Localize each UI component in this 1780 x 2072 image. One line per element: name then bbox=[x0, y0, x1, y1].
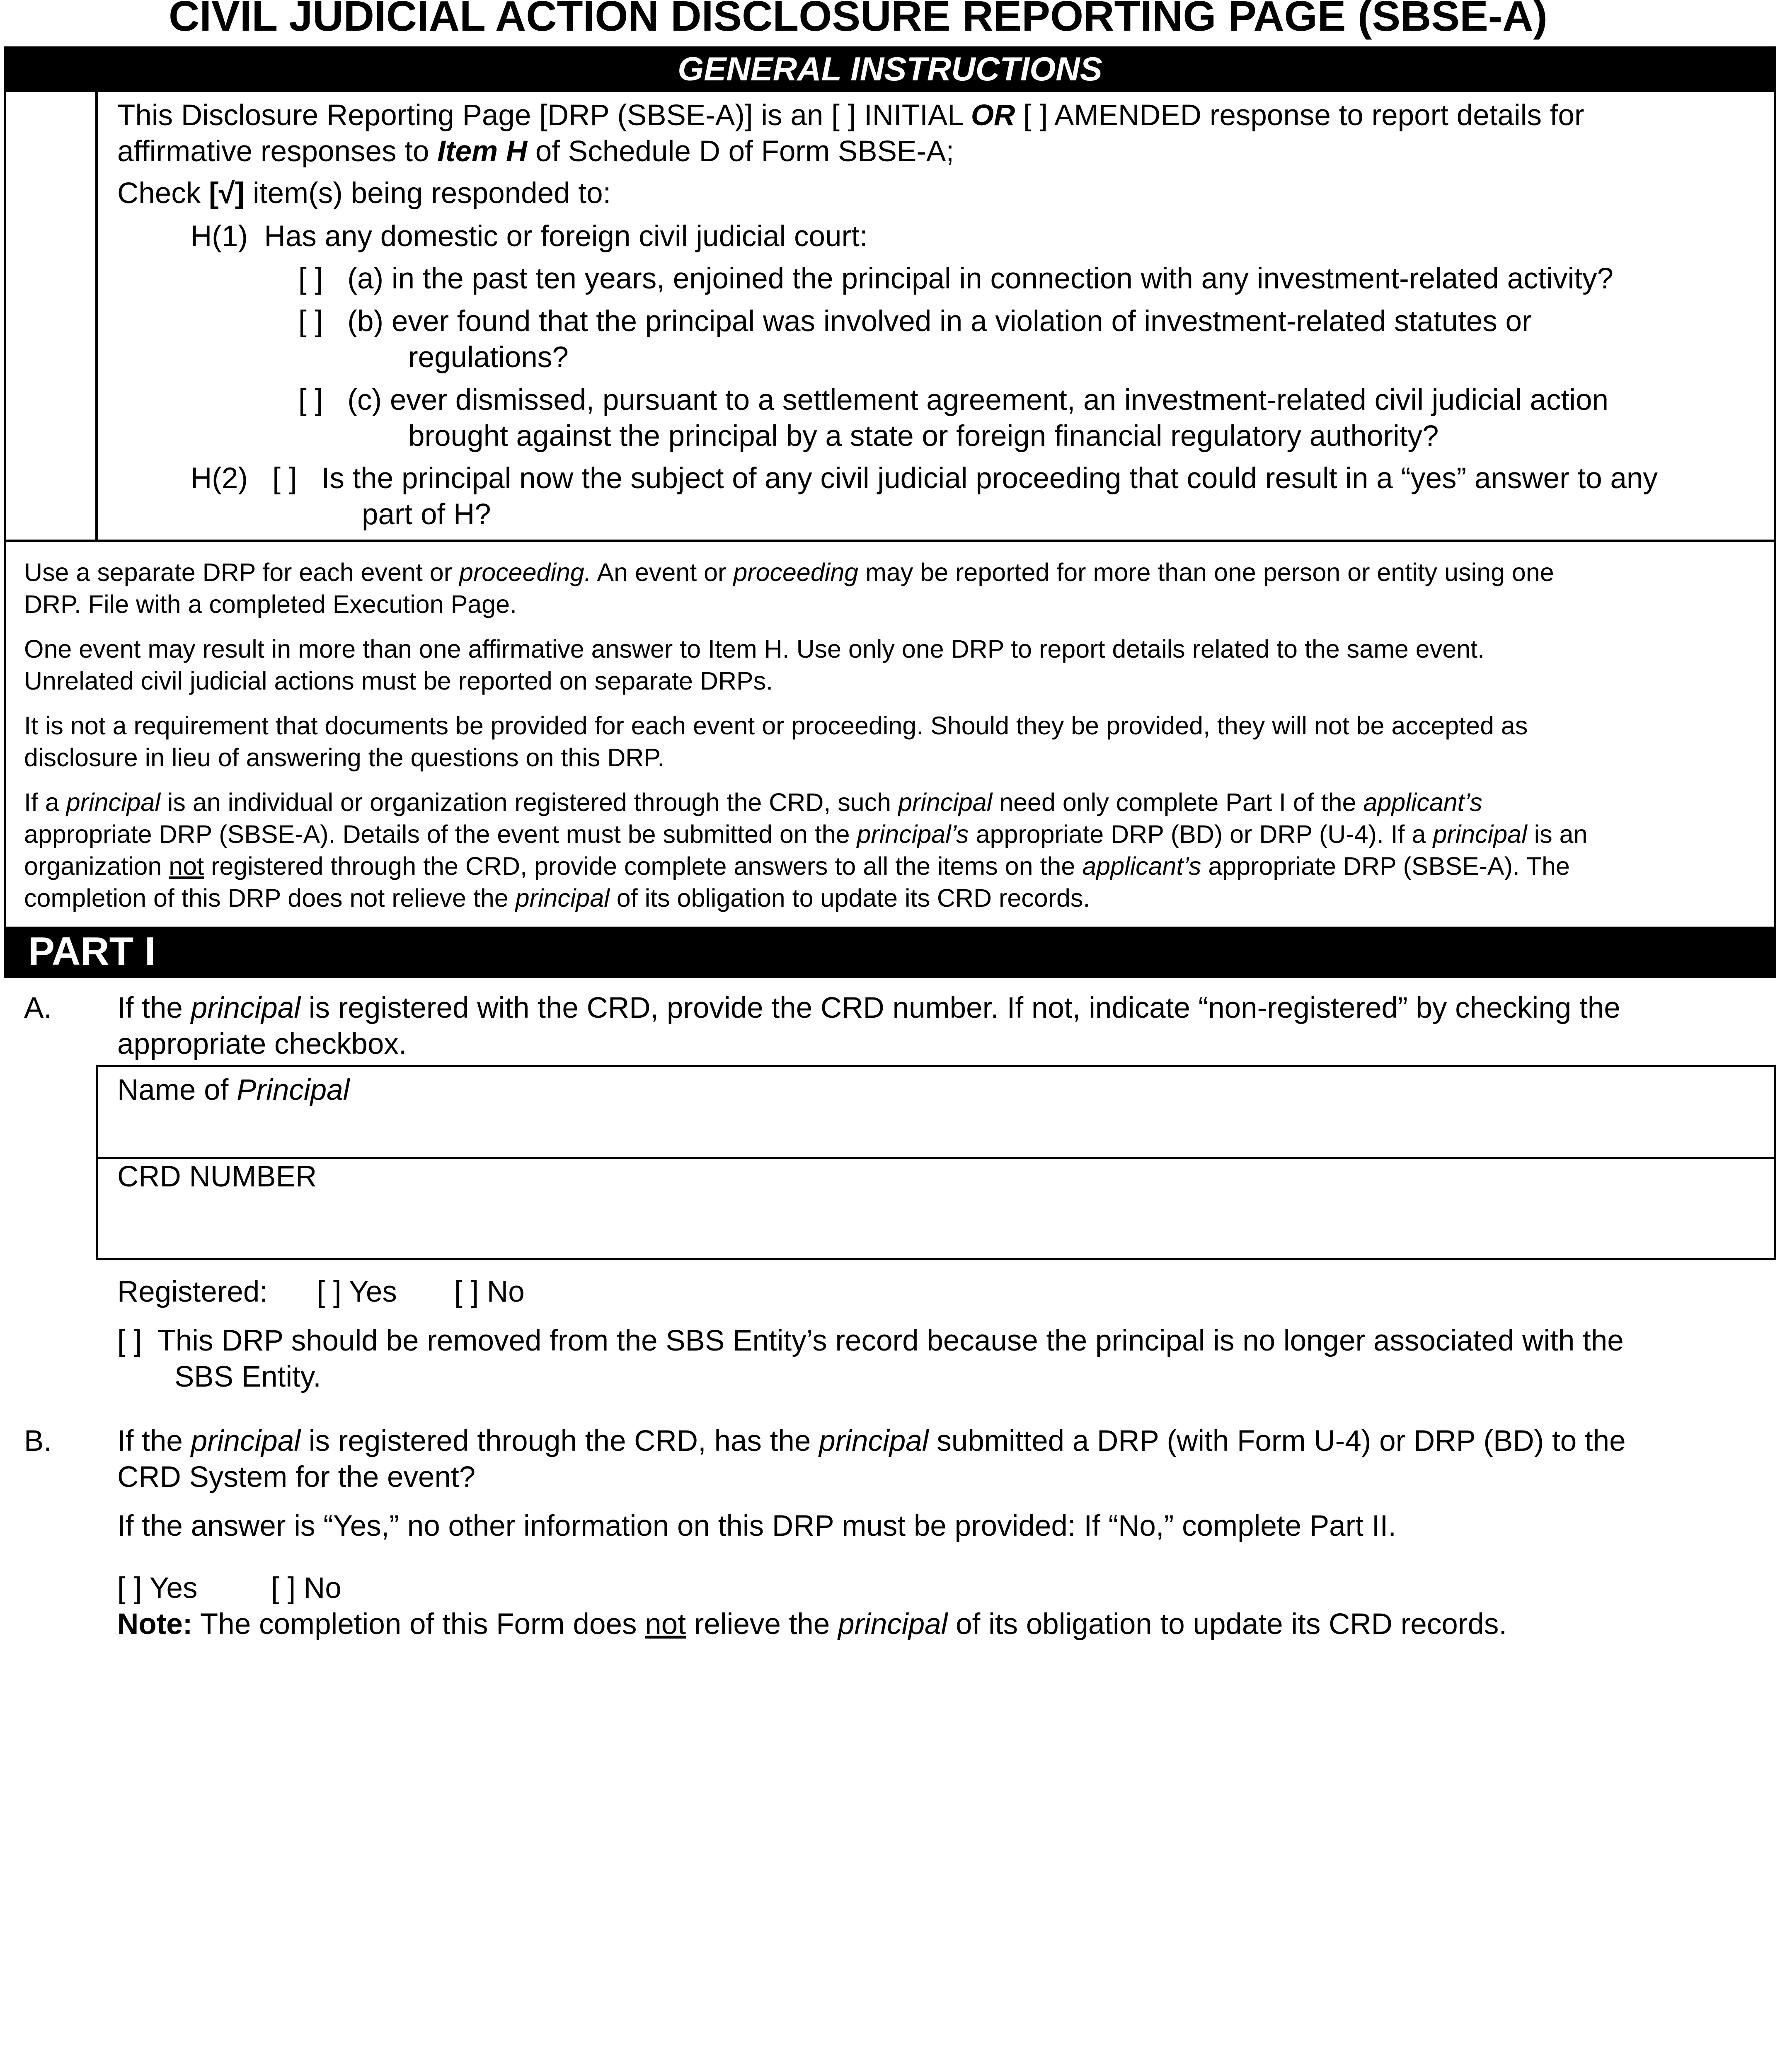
h1-option-c-cont: brought against the principal by a state or foreign financial regulatory authority? bbox=[408, 420, 1439, 453]
h1-c-checkbox[interactable]: [ ] bbox=[298, 384, 323, 416]
section-b-answer-row: [ ] Yes [ ] No bbox=[117, 1572, 341, 1605]
instruction-3a: It is not a requirement that documents be provided for each event or proceeding. Should they be provided, they will not be accepted as bbox=[24, 712, 1528, 740]
page-title: CIVIL JUDICIAL ACTION DISCLOSURE REPORTING PAGE (SBSE-A) bbox=[169, 0, 1548, 40]
instruction-4b: appropriate DRP (SBSE-A). Details of the event must be submitted on the principal’s appropriate DRP (BD) or DRP (U-4). If a principal is an bbox=[24, 820, 1588, 848]
h1-option-b: [ ] (b) ever found that the principal was involved in a violation of investment-related statutes or bbox=[298, 305, 1532, 338]
instruction-1a: Use a separate DRP for each event or proceeding. An event or proceeding may be reported for more than one person or entity using one bbox=[24, 558, 1554, 586]
h1-option-b-cont: regulations? bbox=[408, 341, 569, 374]
section-b-note: Note: The completion of this Form does not relieve the principal of its obligation to update its CRD records. bbox=[117, 1608, 1507, 1641]
instruction-3b: disclosure in lieu of answering the questions on this DRP. bbox=[24, 743, 665, 772]
intro-line-1: This Disclosure Reporting Page [DRP (SBSE-A)] is an [ ] INITIAL OR [ ] AMENDED response to report details for bbox=[117, 99, 1584, 132]
h2-question: H(2) [ ] Is the principal now the subject of any civil judicial proceeding that could result in a “yes” answer to any bbox=[191, 462, 1658, 495]
registered-yes-checkbox[interactable]: [ ] bbox=[317, 1276, 341, 1308]
instruction-2b: Unrelated civil judicial actions must be reported on separate DRPs. bbox=[24, 667, 773, 695]
part-1-header bbox=[4, 927, 1776, 978]
crd-number-field[interactable] bbox=[99, 1198, 1772, 1256]
intro-line-3: Check [√] item(s) being responded to: bbox=[117, 177, 611, 210]
intro-line-2: affirmative responses to Item H of Schedule D of Form SBSE-A; bbox=[117, 135, 954, 168]
general-instructions-title: GENERAL INSTRUCTIONS bbox=[678, 51, 1102, 88]
section-a-letter: A. bbox=[24, 992, 52, 1024]
remove-drp-checkbox[interactable]: [ ] bbox=[117, 1324, 142, 1357]
instruction-4a: If a principal is an individual or organization registered through the CRD, such principal need only complete Part I of the applicant’s bbox=[24, 788, 1482, 816]
section-b-yes-checkbox[interactable]: [ ] bbox=[117, 1572, 142, 1605]
section-b-line-1: If the principal is registered through the CRD, has the principal submitted a DRP (with Form U-4) or DRP (BD) to the bbox=[117, 1425, 1626, 1457]
section-b-line-2: CRD System for the event? bbox=[117, 1461, 476, 1493]
h1-b-checkbox[interactable]: [ ] bbox=[298, 305, 323, 338]
h1-a-checkbox[interactable]: [ ] bbox=[298, 262, 323, 295]
principal-name-label: Name of Principal bbox=[117, 1074, 350, 1106]
registered-no-checkbox[interactable]: [ ] bbox=[454, 1276, 479, 1308]
part-1-title: PART I bbox=[28, 929, 156, 973]
general-instructions-header bbox=[4, 46, 1776, 92]
instruction-2a: One event may result in more than one affirmative answer to Item H. Use only one DRP to report details related to the same event. bbox=[24, 635, 1485, 663]
principal-name-field[interactable] bbox=[99, 1111, 1772, 1154]
left-column-divider bbox=[95, 92, 98, 542]
instruction-4d: completion of this DRP does not relieve the principal of its obligation to update its CRD records. bbox=[24, 884, 1090, 912]
h2-question-cont: part of H? bbox=[362, 498, 491, 531]
section-b-letter: B. bbox=[24, 1425, 52, 1457]
section-a-line-1: If the principal is registered with the CRD, provide the CRD number. If not, indicate “non-registered” by checking the bbox=[117, 992, 1620, 1024]
amended-checkbox[interactable]: [ ] bbox=[1023, 99, 1048, 132]
registered-row: Registered: [ ] Yes [ ] No bbox=[117, 1276, 525, 1308]
instruction-1b: DRP. File with a completed Execution Page. bbox=[24, 590, 517, 618]
h1-option-a: [ ] (a) in the past ten years, enjoined the principal in connection with any investment-related activity? bbox=[298, 262, 1614, 295]
section-a-line-2: appropriate checkbox. bbox=[117, 1028, 407, 1060]
initial-checkbox[interactable]: [ ] bbox=[831, 99, 856, 132]
items-bottom-rule bbox=[4, 540, 1776, 542]
section-b-no-checkbox[interactable]: [ ] bbox=[271, 1572, 296, 1605]
instruction-4c: organization not registered through the CRD, provide complete answers to all the items on the applicant’s appropriate DRP (SBSE-A). The bbox=[24, 852, 1570, 880]
h2-checkbox[interactable]: [ ] bbox=[272, 462, 297, 495]
section-b-line-3: If the answer is “Yes,” no other information on this DRP must be provided: If “No,” complete Part II. bbox=[117, 1510, 1396, 1542]
remove-drp-line-1: [ ] This DRP should be removed from the SBS Entity’s record because the principal is no longer associated with the bbox=[117, 1324, 1624, 1357]
principal-info-divider bbox=[96, 1157, 1776, 1159]
h1-question: H(1) Has any domestic or foreign civil judicial court: bbox=[191, 220, 868, 253]
crd-number-label: CRD NUMBER bbox=[117, 1160, 317, 1193]
remove-drp-line-2: SBS Entity. bbox=[174, 1360, 321, 1393]
h1-option-c: [ ] (c) ever dismissed, pursuant to a settlement agreement, an investment-related civil judicial action bbox=[298, 384, 1608, 416]
